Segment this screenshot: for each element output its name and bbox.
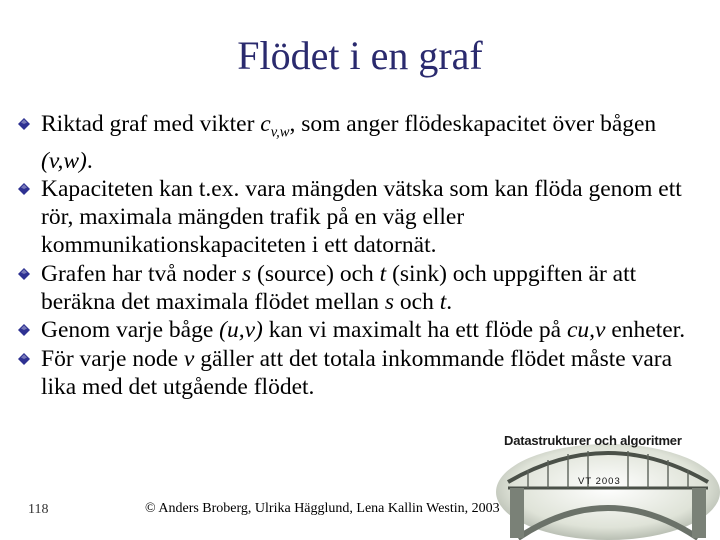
bullet-text: s: [241, 260, 252, 287]
bullet-text: t: [439, 288, 447, 315]
logo-title: Datastrukturer och algoritmer: [504, 433, 682, 448]
bullet-text: (source) och: [251, 260, 380, 287]
diamond-bullet-icon: [18, 183, 30, 195]
bullet-item: [18, 316, 698, 344]
bullet-text: cu,v: [566, 317, 606, 344]
copyright-notice: © Anders Broberg, Ulrika Hägglund, Lena Kallin Westin, 2003: [145, 501, 500, 516]
bullet-text: .: [86, 147, 93, 174]
bullet-text: Riktad graf med vikter: [41, 111, 261, 137]
bullet-text: enheter.: [605, 317, 686, 344]
page-number: 118: [28, 502, 49, 517]
bullet-item: [18, 260, 698, 316]
slide-title: Flödet i en graf: [237, 33, 483, 78]
bullet-text: kan vi maximalt ha ett flöde på: [262, 317, 567, 344]
bullet-text: (v,w): [41, 147, 87, 174]
bullet-item: [18, 110, 698, 175]
bullet-item: [18, 345, 698, 401]
bullet-text: .: [446, 288, 453, 315]
bullet-text: och: [394, 288, 440, 315]
bullet-text: Genom varje båge: [41, 317, 220, 344]
bullet-text: (u,v): [219, 317, 263, 344]
bullet-text: För varje node: [41, 345, 184, 372]
diamond-bullet-icon: [18, 353, 30, 365]
bullet-text: Grafen har två noder: [41, 260, 242, 287]
bullet-text: Kapaciteten kan t.ex. vara mängden vätska som kan flöda genom ett rör, maximala mängden trafik på en väg eller kommunikationskapaciteten i ett datornät.: [41, 176, 682, 259]
bullet-item: [18, 175, 698, 259]
bullet-text: v,w: [270, 124, 290, 141]
bullet-list: [18, 110, 698, 401]
bullet-text: gäller att det totala inkommande flödet måste vara lika med det utgående flödet.: [41, 345, 673, 400]
diamond-bullet-icon: [18, 118, 30, 130]
bullet-text: t: [379, 260, 387, 287]
diamond-bullet-icon: [18, 324, 30, 336]
bullet-text: , som anger flödeskapacitet över bågen: [289, 111, 657, 137]
logo-year: VT 2003: [578, 476, 621, 487]
bullet-text: (sink) och uppgiften är att beräkna det maximala flödet mellan: [41, 260, 637, 315]
bullet-text: v: [183, 345, 195, 372]
bullet-text: s: [384, 288, 395, 315]
bullet-text: c: [260, 111, 271, 137]
course-logo: [490, 430, 720, 540]
diamond-bullet-icon: [18, 268, 30, 280]
